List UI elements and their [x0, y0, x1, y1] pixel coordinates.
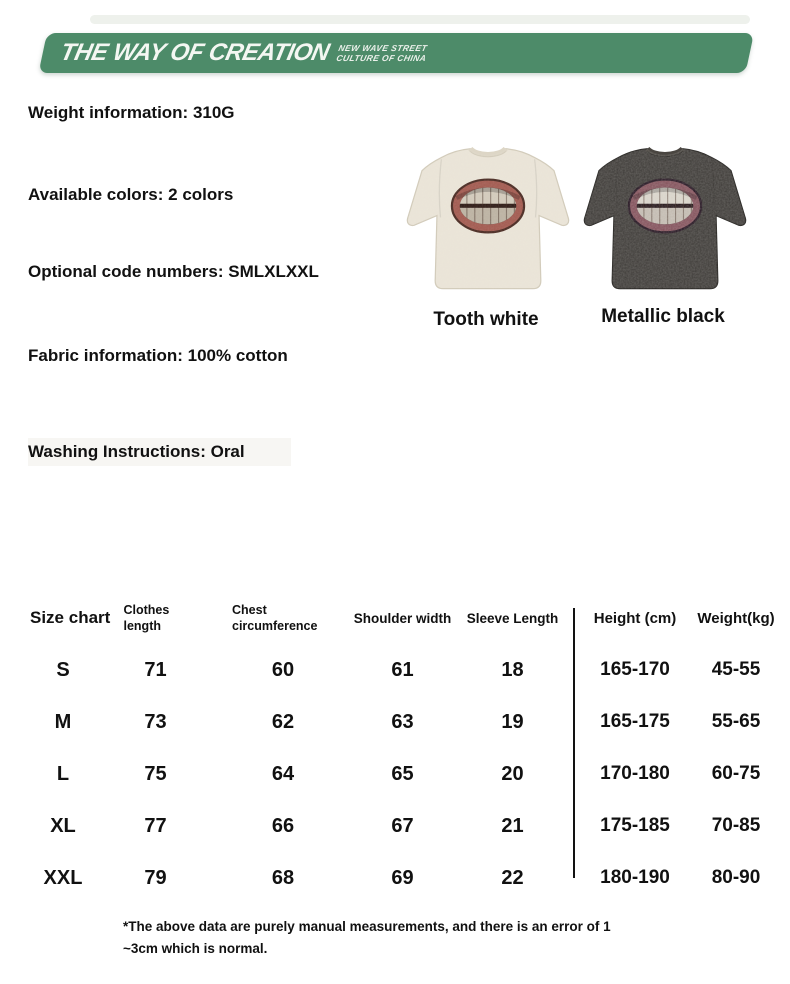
brand-subtitle [335, 43, 429, 63]
sleeve-cell: 20 [501, 762, 524, 785]
height-cell: 165-170 [600, 659, 670, 680]
clothes-length-cell: 71 [144, 658, 167, 681]
mouth-graphic-tee [400, 138, 576, 295]
brand-subtitle-line1: NEW WAVE STREET [337, 42, 429, 53]
brand-title: THE WAY OF CREATION [57, 39, 332, 66]
tshirt-image-tooth-white [400, 138, 576, 295]
spec-washing-instructions: Washing Instructions: Oral [28, 438, 291, 466]
footnote-line2: ~3cm which is normal. [123, 941, 268, 956]
product-name-metallic-black: Metallic black [601, 306, 725, 327]
clothes-length-cell: 79 [144, 866, 167, 889]
size-cell: S [56, 658, 70, 681]
shoulder-cell: 61 [391, 658, 414, 681]
column-header-shoulder: Shoulder width [353, 610, 452, 626]
footnote-line1: *The above data are purely manual measurements, and there is an error of 1 [123, 919, 611, 934]
size-cell: L [56, 762, 70, 785]
chest-cell: 62 [271, 710, 295, 733]
measurement-footnote [123, 916, 611, 960]
mouth-graphic-tee [577, 138, 753, 295]
height-cell: 180-190 [600, 867, 670, 888]
sleeve-cell: 21 [501, 814, 524, 837]
column-header-label: Chest circumference [232, 602, 318, 633]
spec-available-colors: Available colors: 2 colors [28, 185, 234, 204]
tshirt-image-metallic-black [577, 138, 753, 295]
shoulder-cell: 67 [391, 814, 414, 837]
clothes-length-cell: 77 [144, 814, 167, 837]
column-header-label: Clothes length [123, 602, 170, 633]
column-header-sleeve: Sleeve Length [466, 610, 559, 626]
shoulder-cell: 65 [391, 762, 414, 785]
sleeve-cell: 18 [501, 658, 524, 681]
weight-cell: 60-75 [711, 763, 761, 784]
shoulder-cell: 69 [391, 866, 414, 889]
size-cell: XXL [43, 866, 83, 889]
column-header-clothes-length [98, 592, 213, 644]
brand-subtitle-line2: CULTURE OF CHINA [335, 53, 428, 63]
product-name-tooth-white: Tooth white [433, 309, 539, 330]
column-header-height: Height (cm) [593, 609, 677, 627]
weight-cell: 70-85 [711, 815, 761, 836]
spec-weight-info: Weight information: 310G [28, 103, 235, 122]
column-header-weight: Weight(kg) [697, 609, 775, 627]
weight-cell: 55-65 [711, 711, 761, 732]
sleeve-cell: 22 [501, 866, 524, 889]
spec-fabric-info: Fabric information: 100% cotton [28, 346, 288, 365]
spec-code-numbers: Optional code numbers: SMLXLXXL [28, 262, 319, 281]
shoulder-cell: 63 [391, 710, 414, 733]
sleeve-cell: 19 [501, 710, 524, 733]
chest-cell: 68 [271, 866, 295, 889]
clothes-length-cell: 73 [144, 710, 167, 733]
size-cell: M [54, 710, 72, 733]
height-cell: 170-180 [600, 763, 670, 784]
height-cell: 165-175 [600, 711, 670, 732]
column-header-chest [213, 592, 353, 644]
brand-banner [38, 33, 754, 73]
size-cell: XL [50, 814, 76, 837]
clothes-length-cell: 75 [144, 762, 167, 785]
top-faint-strip [90, 15, 750, 24]
chest-cell: 60 [271, 658, 295, 681]
chest-cell: 66 [271, 814, 295, 837]
chest-cell: 64 [271, 762, 295, 785]
size-chart-table [28, 592, 775, 904]
weight-cell: 45-55 [711, 659, 761, 680]
height-cell: 175-185 [600, 815, 670, 836]
weight-cell: 80-90 [711, 867, 761, 888]
size-chart-title: Size chart [30, 608, 111, 627]
table-divider-line [573, 608, 575, 878]
